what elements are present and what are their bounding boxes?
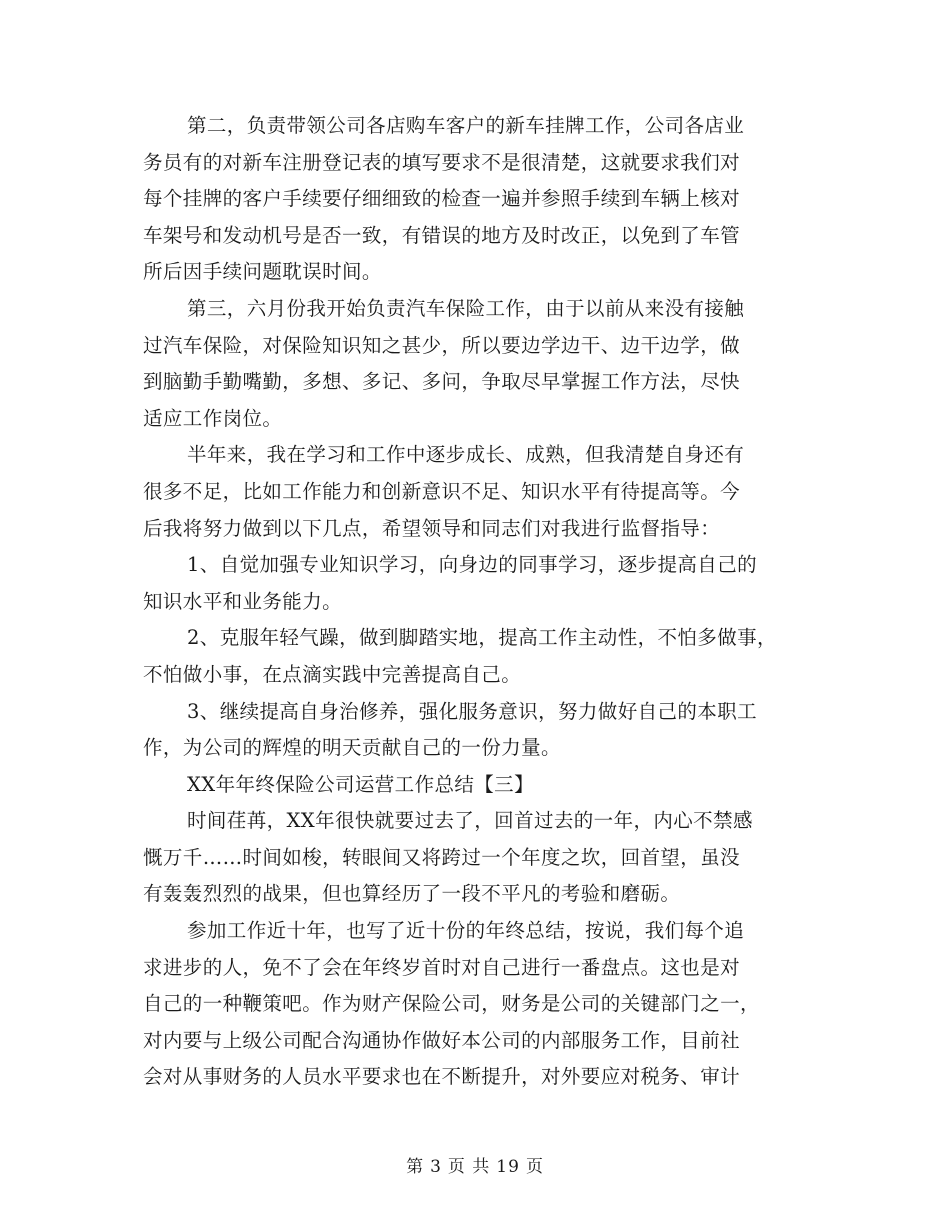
text-line: 很多不足，比如工作能力和创新意识不足、知识水平有待提高等。今: [143, 479, 741, 503]
text-line: 知识水平和业务能力。: [143, 589, 343, 613]
footer-current-page: 3: [430, 1157, 442, 1177]
text-line: 过汽车保险，对保险知识知之甚少，所以要边学边干、边干边学，做: [143, 333, 741, 357]
page-footer: [0, 1152, 950, 1177]
text-line: 慨万千……时间如梭，转眼间又将跨过一个年度之坎，回首望，虽没: [143, 845, 741, 869]
text-line: 后我将努力做到以下几点，希望领导和同志们对我进行监督指导：: [143, 516, 721, 540]
text-line: 所后因手续问题耽误时间。: [143, 260, 382, 284]
text-line: 第三，六月份我开始负责汽车保险工作，由于以前从来没有接触: [187, 296, 745, 320]
footer-total-pages: 19: [496, 1157, 520, 1177]
text-line: 3、继续提高自身治修养，强化服务意识，努力做好自己的本职工: [187, 699, 758, 723]
text-line: 到脑勤手勤嘴勤，多想、多记、多问，争取尽早掌握工作方法，尽快: [143, 370, 741, 394]
text-line: 每个挂牌的客户手续要仔细细致的检查一遍并参照手续到车辆上核对: [143, 187, 741, 211]
document-body: [143, 108, 813, 1096]
text-line: 对内要与上级公司配合沟通协作做好本公司的内部服务工作，目前社: [143, 1028, 741, 1052]
text-line: 自己的一种鞭策吧。作为财产保险公司，财务是公司的关键部门之一，: [143, 992, 760, 1016]
text-line: 有轰轰烈烈的战果，但也算经历了一段不平凡的考验和磨砺。: [143, 882, 681, 906]
text-line: 2、克服年轻气躁，做到脚踏实地，提高工作主动性，不怕多做事，: [187, 626, 777, 650]
text-line: 1、自觉加强专业知识学习，向身边的同事学习，逐步提高自己的: [187, 553, 758, 577]
text-line: 适应工作岗位。: [143, 406, 283, 430]
text-line: 作，为公司的辉煌的明天贡献自己的一份力量。: [143, 736, 561, 760]
text-line: 车架号和发动机号是否一致，有错误的地方及时改正，以免到了车管: [143, 223, 741, 247]
footer-prefix: 第: [406, 1157, 425, 1177]
text-line: XX年年终保险公司运营工作总结【三】: [187, 772, 534, 796]
text-line: 参加工作近十年，也写了近十份的年终总结，按说，我们每个追: [187, 919, 745, 943]
text-line: 半年来，我在学习和工作中逐步成长、成熟，但我清楚自身还有: [187, 443, 745, 467]
text-line: 求进步的人，免不了会在年终岁首时对自己进行一番盘点。这也是对: [143, 955, 741, 979]
footer-middle: 页 共: [447, 1157, 491, 1177]
text-line: 不怕做小事，在点滴实践中完善提高自己。: [143, 662, 522, 686]
text-line: 务员有的对新车注册登记表的填写要求不是很清楚，这就要求我们对: [143, 150, 741, 174]
text-line: 会对从事财务的人员水平要求也在不断提升，对外要应对税务、审计: [143, 1065, 741, 1089]
footer-suffix: 页: [525, 1157, 544, 1177]
text-line: 第二，负责带领公司各店购车客户的新车挂牌工作，公司各店业: [187, 114, 745, 137]
text-line: 时间荏苒，XX年很快就要过去了，回首过去的一年，内心不禁感: [187, 809, 753, 833]
